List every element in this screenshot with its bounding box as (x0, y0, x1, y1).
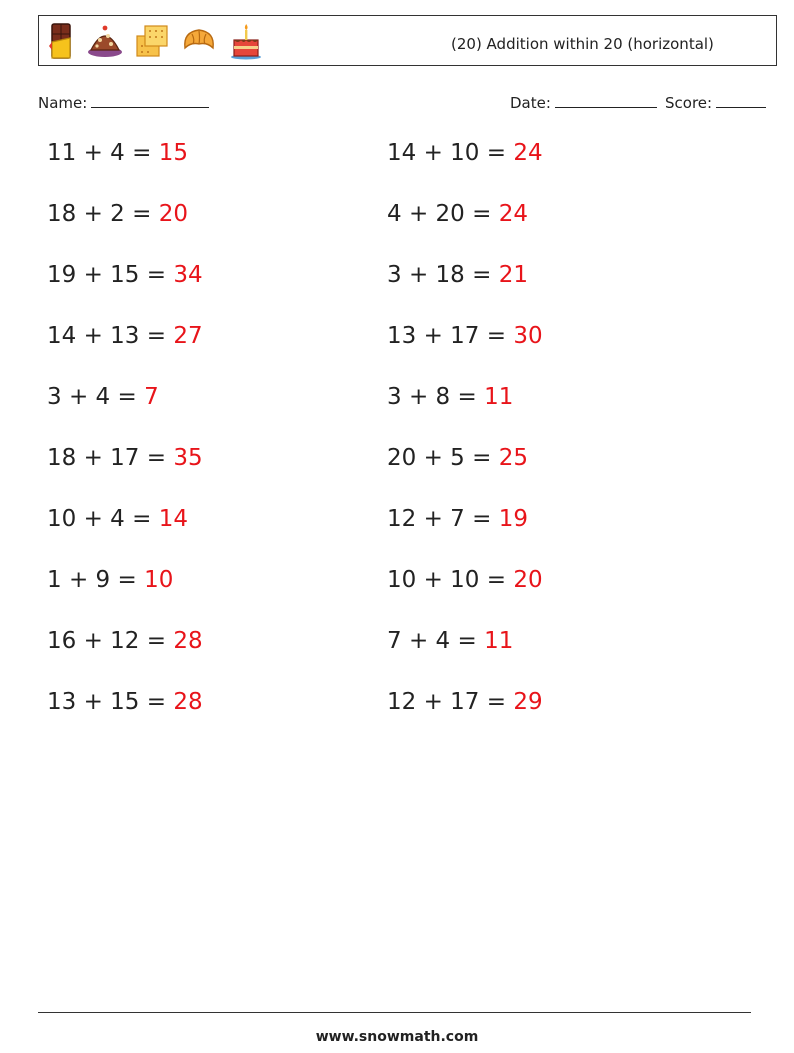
problem-item (387, 567, 543, 593)
problem-row (47, 567, 747, 607)
problem-question: 7 + 4 = (387, 628, 485, 654)
problem-question: 3 + 8 = (387, 384, 485, 410)
problem-item (47, 140, 188, 166)
problem-answer: 19 (498, 506, 528, 532)
problem-item (387, 201, 528, 227)
date-field (510, 93, 657, 112)
problem-item (47, 506, 188, 532)
problem-row (47, 384, 747, 424)
score-blank[interactable] (716, 93, 766, 108)
problem-row (47, 506, 747, 546)
problem-question: 18 + 2 = (47, 201, 159, 227)
problem-item (47, 445, 203, 471)
problem-answer: 25 (498, 445, 528, 471)
problem-question: 1 + 9 = (47, 567, 145, 593)
problem-answer: 35 (173, 445, 203, 471)
problem-question: 20 + 5 = (387, 445, 499, 471)
problem-question: 12 + 17 = (387, 689, 514, 715)
problem-answer: 28 (173, 628, 203, 654)
problem-item (47, 384, 159, 410)
cracker-icon (135, 22, 169, 60)
problem-answer: 7 (144, 384, 159, 410)
problem-question: 14 + 10 = (387, 140, 514, 166)
problem-question: 16 + 12 = (47, 628, 174, 654)
footer-divider (38, 1012, 751, 1013)
problem-answer: 20 (513, 567, 543, 593)
date-blank[interactable] (555, 93, 657, 108)
problem-answer: 15 (158, 140, 188, 166)
problem-item (387, 445, 528, 471)
problem-answer: 29 (513, 689, 543, 715)
name-field (38, 93, 209, 112)
problem-item (387, 384, 513, 410)
problem-item (387, 506, 528, 532)
problem-row (47, 323, 747, 363)
problem-question: 10 + 4 = (47, 506, 159, 532)
problem-answer: 14 (158, 506, 188, 532)
problem-item (387, 262, 528, 288)
problem-question: 3 + 4 = (47, 384, 145, 410)
footer-url: www.snowmath.com (315, 1029, 479, 1045)
problem-row (47, 445, 747, 485)
problem-answer: 21 (498, 262, 528, 288)
problem-question: 11 + 4 = (47, 140, 159, 166)
problem-question: 3 + 18 = (387, 262, 499, 288)
problem-question: 13 + 17 = (387, 323, 514, 349)
problem-answer: 11 (484, 384, 514, 410)
worksheet-title: (20) Addition within 20 (horizontal) (451, 35, 714, 53)
header-icons (49, 22, 263, 60)
problem-question: 13 + 15 = (47, 689, 174, 715)
croissant-icon (181, 22, 217, 60)
chocolate-bar-icon (49, 22, 75, 60)
birthday-cake-icon (229, 22, 263, 60)
problem-item (47, 323, 203, 349)
problem-question: 10 + 10 = (387, 567, 514, 593)
problem-question: 18 + 17 = (47, 445, 174, 471)
name-blank[interactable] (91, 93, 209, 108)
problem-answer: 11 (484, 628, 514, 654)
problem-answer: 28 (173, 689, 203, 715)
problem-answer: 24 (513, 140, 543, 166)
problem-item (47, 201, 188, 227)
problem-row (47, 201, 747, 241)
problem-row (47, 628, 747, 668)
problem-item (47, 689, 203, 715)
problem-question: 19 + 15 = (47, 262, 174, 288)
worksheet-header (38, 15, 777, 66)
problem-answer: 34 (173, 262, 203, 288)
problem-answer: 10 (144, 567, 174, 593)
problem-row (47, 689, 747, 729)
problem-question: 12 + 7 = (387, 506, 499, 532)
score-field (665, 93, 766, 112)
date-label: Date: (510, 94, 551, 112)
problem-answer: 20 (158, 201, 188, 227)
cake-slice-icon (87, 22, 123, 60)
problem-item (387, 140, 543, 166)
name-label: Name: (38, 94, 88, 112)
problem-answer: 30 (513, 323, 543, 349)
problem-item (47, 567, 173, 593)
problem-row (47, 262, 747, 302)
problem-question: 14 + 13 = (47, 323, 174, 349)
problem-row (47, 140, 747, 180)
problem-item (387, 323, 543, 349)
problem-item (387, 628, 513, 654)
problem-answer: 27 (173, 323, 203, 349)
problem-answer: 24 (498, 201, 528, 227)
problem-item (47, 262, 203, 288)
problem-item (387, 689, 543, 715)
score-label: Score: (665, 94, 713, 112)
problem-question: 4 + 20 = (387, 201, 499, 227)
problem-item (47, 628, 203, 654)
